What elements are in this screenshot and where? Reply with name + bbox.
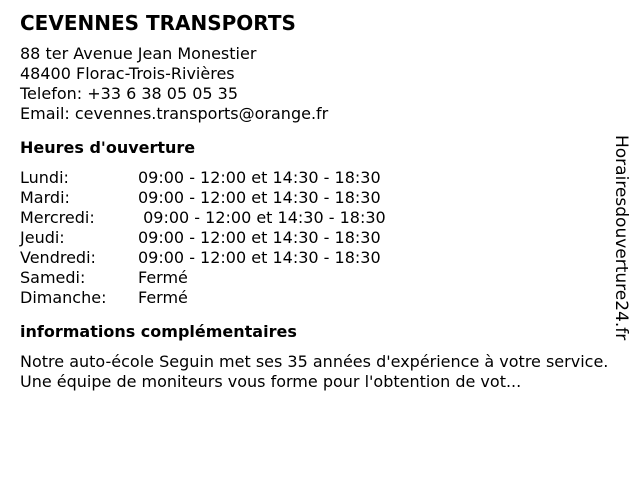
business-card xyxy=(20,10,610,392)
info-text: Notre auto-école Seguin met ses 35 années d'expérience à votre service. Une équipe de moniteurs vous forme pour l'obtention de vot... xyxy=(20,352,609,391)
hours-row xyxy=(20,188,610,208)
hours-time: 09:00 - 12:00 et 14:30 - 18:30 xyxy=(138,208,386,227)
hours-row xyxy=(20,288,610,308)
hours-day: Samedi: xyxy=(20,268,86,287)
address-line-1: 88 ter Avenue Jean Monestier xyxy=(20,44,257,63)
hours-table xyxy=(20,168,610,308)
hours-time: 09:00 - 12:00 et 14:30 - 18:30 xyxy=(138,188,381,207)
phone-text: Telefon: +33 6 38 05 05 35 xyxy=(20,84,239,103)
hours-day: Mercredi: xyxy=(20,208,95,227)
watermark-text: Horairesdouverture24.fr xyxy=(611,135,631,341)
hours-row xyxy=(20,268,610,288)
hours-day: Lundi: xyxy=(20,168,69,187)
hours-row xyxy=(20,208,610,228)
business-name: CEVENNES TRANSPORTS xyxy=(20,11,296,35)
address-block xyxy=(20,44,610,124)
hours-time: Fermé xyxy=(138,268,188,287)
hours-day: Dimanche: xyxy=(20,288,107,307)
info-heading: informations complémentaires xyxy=(20,322,297,341)
hours-heading: Heures d'ouverture xyxy=(20,138,196,157)
hours-time: 09:00 - 12:00 et 14:30 - 18:30 xyxy=(138,248,381,267)
hours-day: Vendredi: xyxy=(20,248,96,267)
hours-day: Jeudi: xyxy=(20,228,65,247)
hours-time: 09:00 - 12:00 et 14:30 - 18:30 xyxy=(138,228,381,247)
email-text: Email: cevennes.transports@orange.fr xyxy=(20,104,329,123)
hours-row xyxy=(20,168,610,188)
hours-row xyxy=(20,228,610,248)
hours-row xyxy=(20,248,610,268)
hours-day: Mardi: xyxy=(20,188,70,207)
hours-time: 09:00 - 12:00 et 14:30 - 18:30 xyxy=(138,168,381,187)
hours-time: Fermé xyxy=(138,288,188,307)
address-line-2: 48400 Florac-Trois-Rivières xyxy=(20,64,235,83)
